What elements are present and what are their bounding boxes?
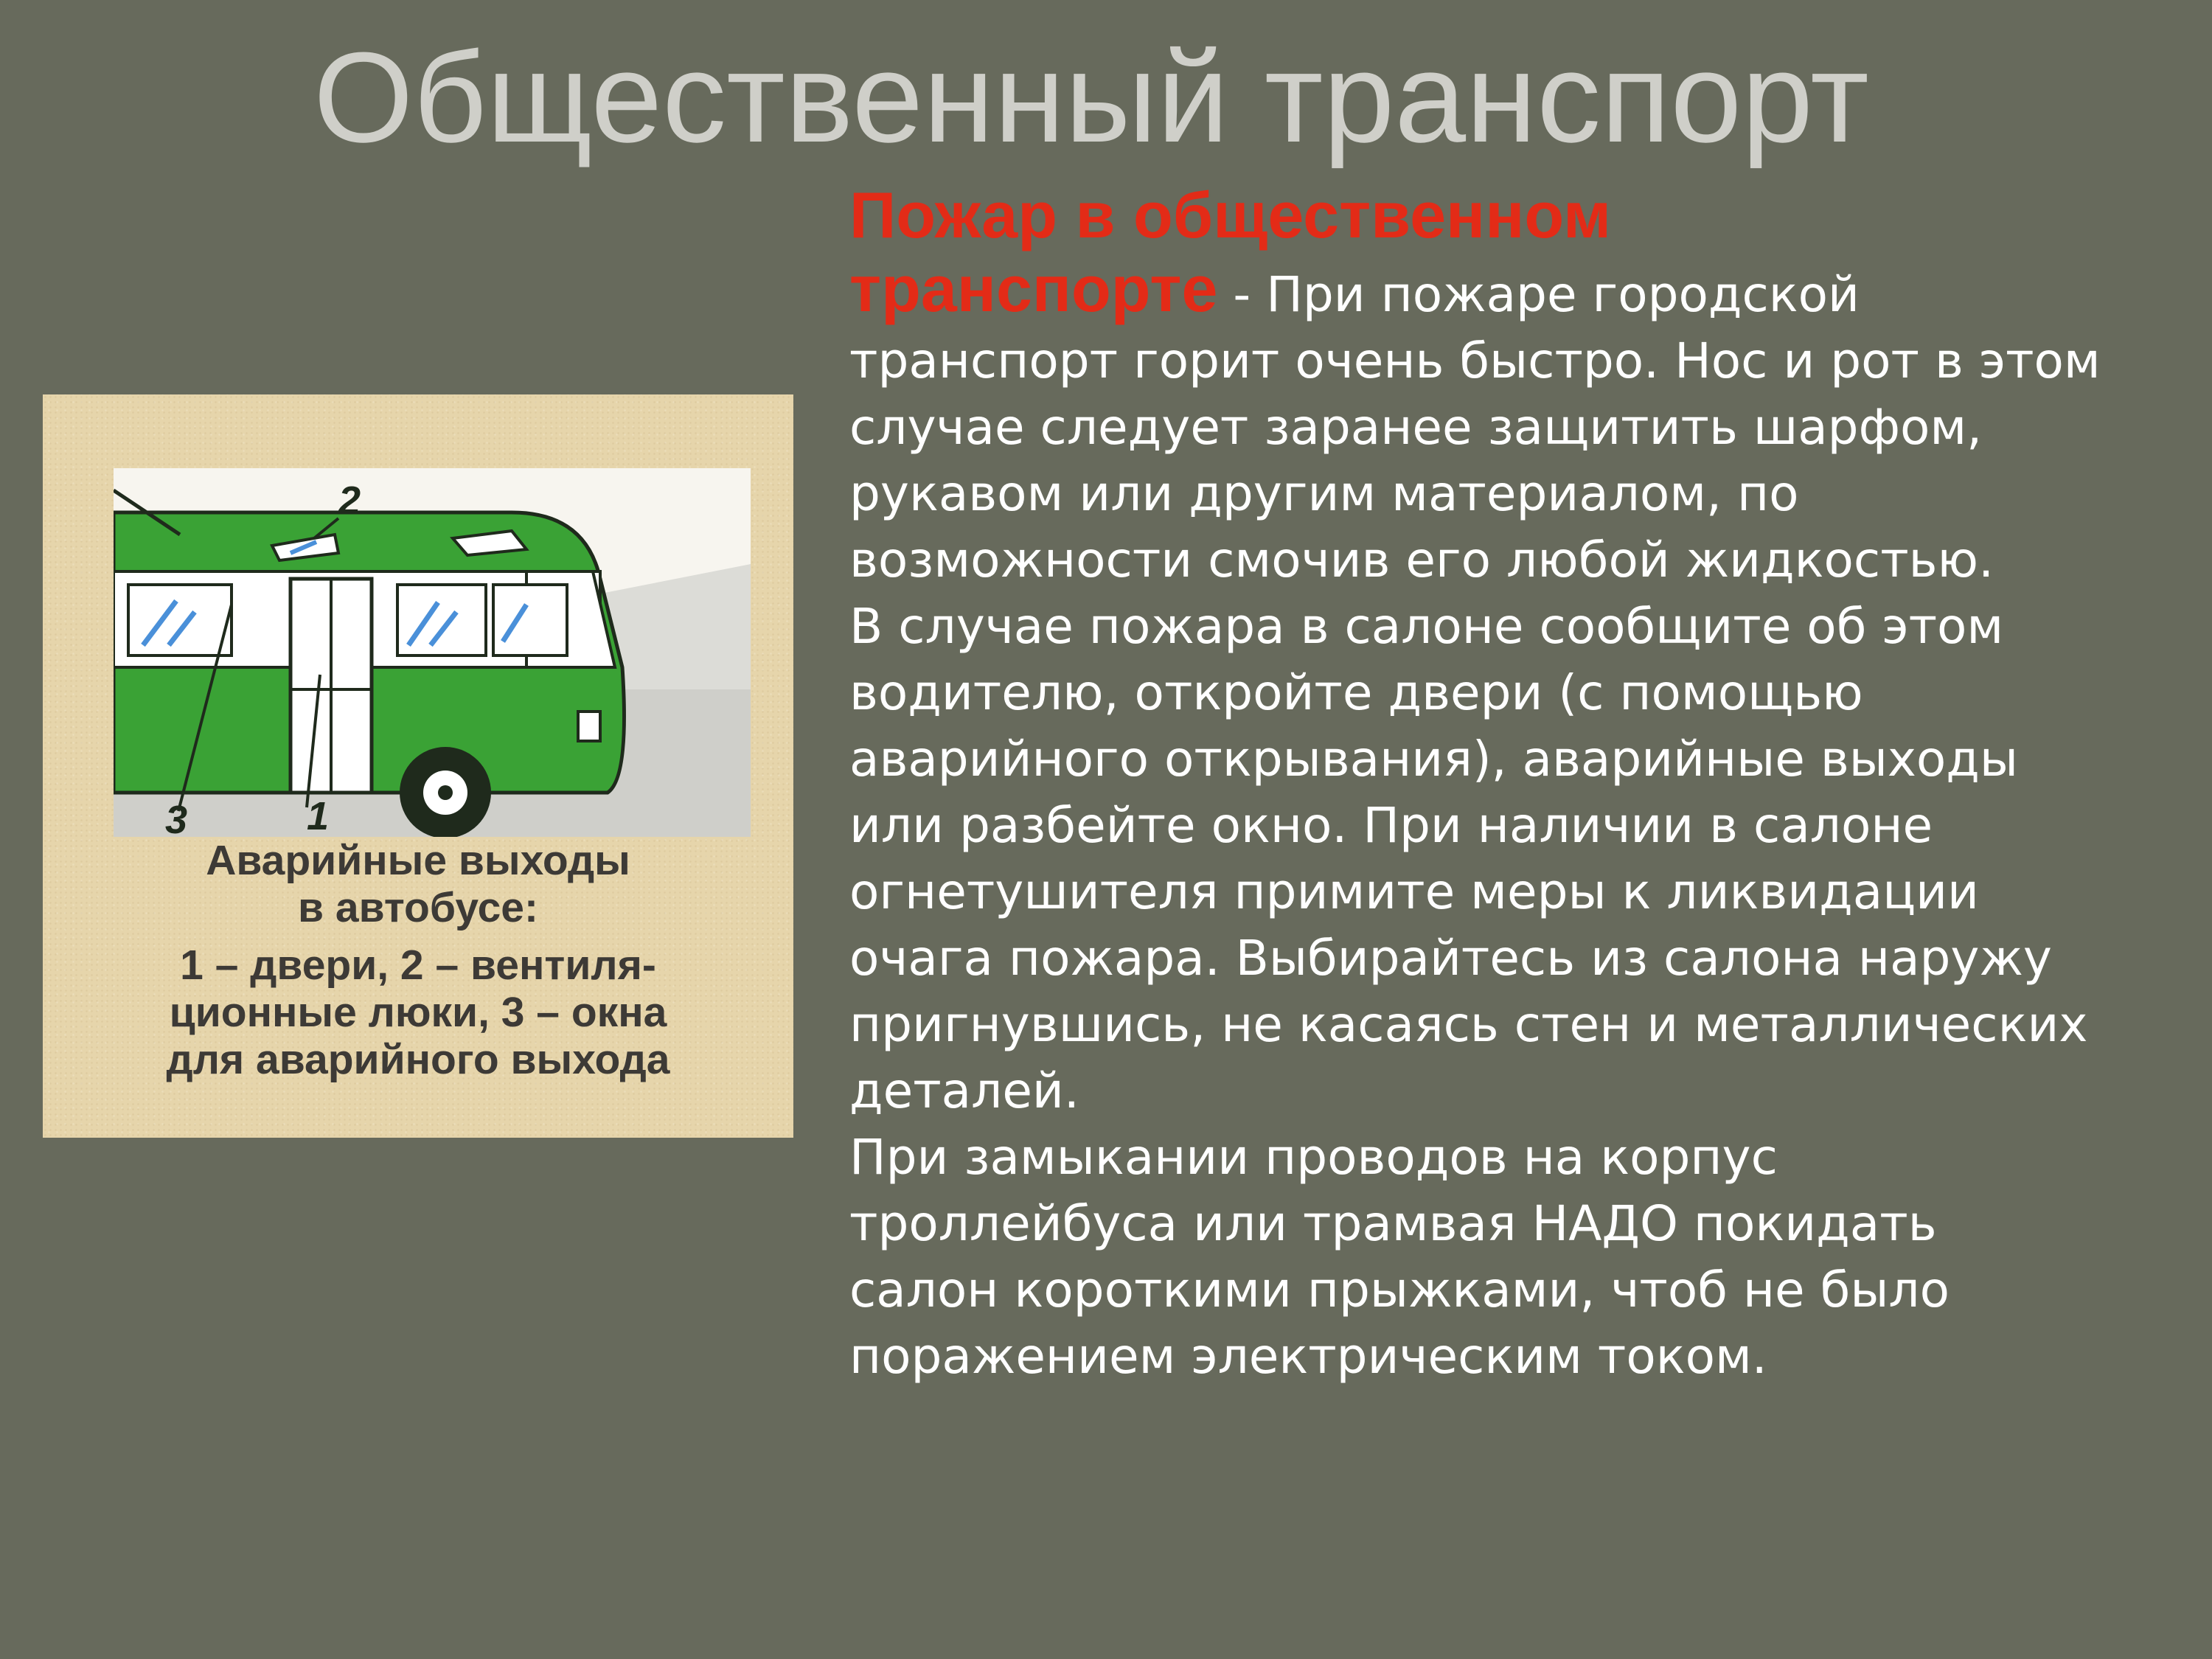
text-line: поражением электрическим током. bbox=[849, 1328, 1767, 1385]
text-line: При пожаре городской bbox=[1266, 266, 1860, 323]
heading-line: транспорте bbox=[849, 252, 1218, 325]
label-window-number: 3 bbox=[165, 798, 188, 837]
text-line: водителю, откройте двери (с помощью bbox=[849, 664, 1863, 721]
heading-line: Пожар в общественном bbox=[849, 178, 1612, 251]
caption-line: для аварийного выхода bbox=[166, 1036, 670, 1083]
label-door-number: 1 bbox=[307, 794, 330, 837]
slide-title: Общественный транспорт bbox=[313, 25, 1869, 169]
dash: - bbox=[1217, 266, 1267, 323]
text-line: очага пожара. Выбирайтесь из салона наружу bbox=[849, 930, 2052, 987]
text-line: При замыкании проводов на корпус bbox=[849, 1129, 1778, 1186]
text-line: огнетушителя примите меры к ликвидации bbox=[849, 863, 1979, 920]
text-line: или разбейте окно. При наличии в салоне bbox=[849, 797, 1933, 854]
bus-emergency-exits-figure bbox=[43, 394, 793, 1138]
text-line: случае следует заранее защитить шарфом, bbox=[849, 399, 1983, 456]
text-line: аварийного открывания), аварийные выходы bbox=[849, 731, 2019, 787]
text-line: пригнувшись, не касаясь стен и металлических bbox=[849, 996, 2088, 1053]
body-text bbox=[849, 178, 2184, 1390]
caption-line: 1 – двери, 2 – вентиля- bbox=[180, 942, 656, 989]
bus-window bbox=[493, 585, 567, 655]
text-line: рукавом или другим материалом, по bbox=[849, 465, 1799, 522]
text-line: возможности смочив его любой жидкостью. bbox=[849, 532, 1994, 588]
text-line: В случае пожара в салоне сообщите об этом bbox=[849, 598, 2004, 655]
figure-caption bbox=[72, 837, 764, 1083]
text-line: троллейбуса или трамвая НАДО покидать bbox=[849, 1195, 1937, 1252]
text-line: транспорт горит очень быстро. Нос и рот в этом bbox=[849, 333, 2101, 389]
label-hatch-number: 2 bbox=[338, 479, 361, 523]
caption-line: в автобусе: bbox=[298, 884, 538, 931]
caption-line: ционные люки, 3 – окна bbox=[169, 989, 667, 1036]
text-line: деталей. bbox=[849, 1062, 1079, 1119]
text-line: салон короткими прыжками, чтоб не было bbox=[849, 1262, 1950, 1318]
bus-illustration bbox=[114, 468, 751, 837]
caption-line: Аварийные выходы bbox=[206, 837, 630, 884]
